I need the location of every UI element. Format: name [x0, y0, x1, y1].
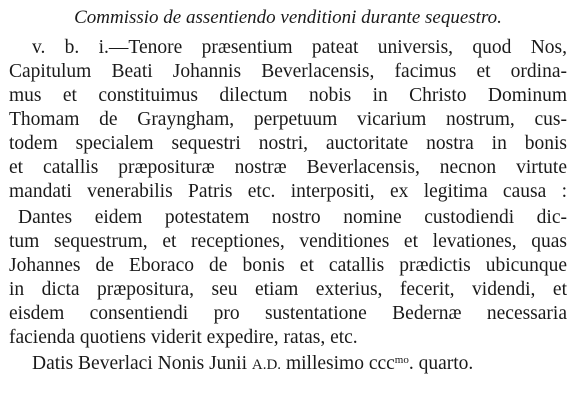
text-line: Johannes de Eboraco de bonis et catallis prædictis ubicunque [9, 255, 567, 276]
text-line: mandati venerabilis Patris etc. interpositi, ex legitima causa : [9, 181, 567, 202]
text-line: eisdem consentiendi pro sustentatione Bedernæ necessaria [9, 303, 567, 324]
text-line: Thomam de Grayngham, perpetuum vicarium nostrum, cus- [9, 109, 567, 130]
text-line: mus et constituimus dilectum nobis in Christo Dominum [9, 85, 567, 106]
dating-text: millesimo ccc [281, 353, 395, 374]
dating-ordinal: mo [394, 354, 409, 366]
document-heading: Commissio de assentiendo venditioni durante sequestro. [74, 7, 502, 28]
text-line: Capitulum Beati Johannis Beverlacensis, facimus et ordina- [9, 61, 567, 82]
text-line: tum sequestrum, et receptiones, venditiones et levationes, quas [9, 231, 567, 252]
dating-era: A.D. [251, 357, 282, 373]
text-line: facienda quotiens viderit expedire, ratas, etc. [9, 327, 358, 348]
dating-text: . quarto. [408, 353, 474, 374]
text-line: et catallis præposituræ nostræ Beverlacensis, necnon virtute [9, 157, 567, 178]
text-line: todem specialem sequestri nostri, auctoritate nostra in bonis [9, 133, 567, 154]
text-line: v. b. i.—Tenore præsentium pateat universis, quod Nos, [32, 37, 567, 58]
dating-text: Datis Beverlaci Nonis Junii [32, 353, 252, 374]
text-line: in dicta præpositura, seu etiam exterius, fecerit, videndi, et [9, 279, 567, 300]
dating-clause [32, 352, 473, 377]
text-line: Dantes eidem potestatem nostro nomine custodiendi dic- [18, 207, 567, 228]
